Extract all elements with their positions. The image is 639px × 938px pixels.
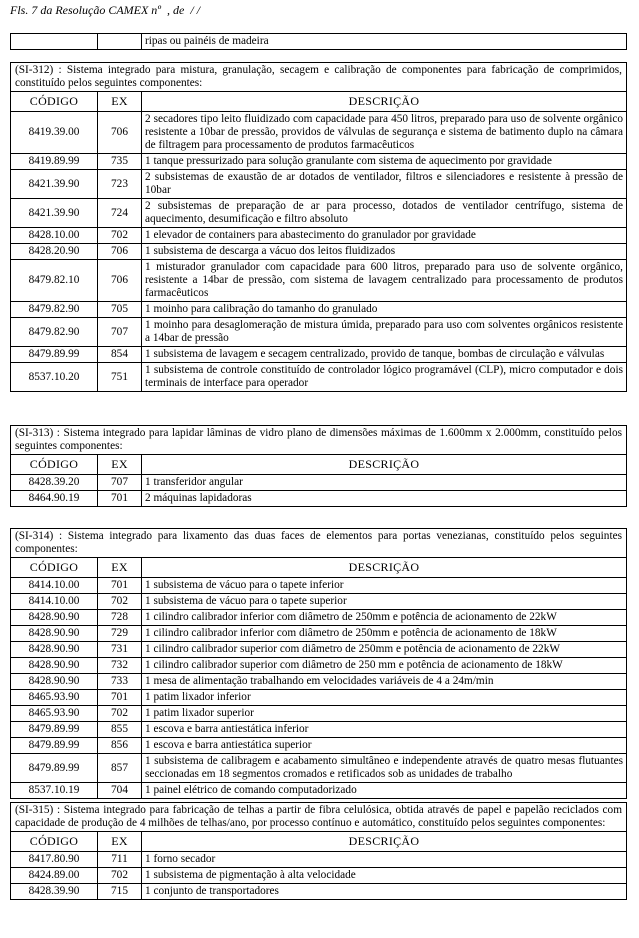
ex-cell: 701 — [98, 578, 142, 594]
section-title: (SI-314) : Sistema integrado para lixamento das duas faces de elementos para portas venezianas, constituído pelos seguintes componentes: — [11, 529, 627, 558]
code-cell: 8414.10.00 — [11, 594, 98, 610]
table-row — [11, 722, 627, 738]
table-row — [11, 363, 627, 392]
section-title-row — [11, 529, 627, 558]
description-cell: 1 elevador de containers para abastecimento do granulador por gravidade — [142, 228, 627, 244]
code-column-header: CÓDIGO — [11, 455, 98, 475]
ex-column-header: EX — [98, 832, 142, 852]
code-cell: 8428.20.90 — [11, 244, 98, 260]
table-row — [11, 475, 627, 491]
code-cell: 8479.89.99 — [11, 738, 98, 754]
table-row — [11, 244, 627, 260]
ex-cell: 715 — [98, 884, 142, 900]
code-cell: 8428.90.90 — [11, 674, 98, 690]
description-cell: 2 máquinas lapidadoras — [142, 491, 627, 507]
table-row — [11, 318, 627, 347]
table-row — [11, 260, 627, 302]
code-cell: 8479.82.90 — [11, 302, 98, 318]
ex-cell: 854 — [98, 347, 142, 363]
description-cell: 1 misturador granulador com capacidade para 600 litros, preparado para uso de solvente orgânico, resistente a 14bar de pressão, com sistema de lavagem centralizado para processamento de produtos farmacêuticos — [142, 260, 627, 302]
table-row — [11, 754, 627, 783]
ex-column-header: EX — [98, 92, 142, 112]
continuation-table — [10, 33, 627, 50]
column-header-row — [11, 832, 627, 852]
ex-cell: 702 — [98, 228, 142, 244]
description-cell: 1 escova e barra antiestática superior — [142, 738, 627, 754]
description-cell: 2 subsistemas de exaustão de ar dotados de ventilador, filtros e silenciadores e resistente à pressão de 10bar — [142, 170, 627, 199]
table-row — [11, 34, 627, 50]
code-cell: 8428.90.90 — [11, 610, 98, 626]
ex-cell: 706 — [98, 244, 142, 260]
code-cell: 8465.93.90 — [11, 690, 98, 706]
table-row — [11, 112, 627, 154]
description-cell: 1 escova e barra antiestática inferior — [142, 722, 627, 738]
ex-cell: 751 — [98, 363, 142, 392]
code-cell: 8428.39.20 — [11, 475, 98, 491]
ex-cell: 701 — [98, 491, 142, 507]
table-row — [11, 706, 627, 722]
description-cell: 1 subsistema de descarga a vácuo dos leitos fluidizados — [142, 244, 627, 260]
column-header-row — [11, 92, 627, 112]
code-cell: 8465.93.90 — [11, 706, 98, 722]
ex-column-header: EX — [98, 455, 142, 475]
table-row — [11, 170, 627, 199]
table-row — [11, 347, 627, 363]
description-cell: 1 mesa de alimentação trabalhando em velocidades variáveis de 4 a 24m/min — [142, 674, 627, 690]
ex-cell: 704 — [98, 783, 142, 799]
ex-cell: 706 — [98, 260, 142, 302]
section-title-row — [11, 803, 627, 832]
description-column-header: DESCRIÇÃO — [142, 455, 627, 475]
ex-cell: 724 — [98, 199, 142, 228]
ex-cell: 707 — [98, 318, 142, 347]
description-cell: 1 cilindro calibrador inferior com diâmetro de 250mm e potência de acionamento de 22kW — [142, 610, 627, 626]
ex-cell: 855 — [98, 722, 142, 738]
page-header: Fls. 7 da Resolução CAMEX nº , de / / — [10, 3, 201, 17]
ex-cell: 706 — [98, 112, 142, 154]
table-row — [11, 674, 627, 690]
description-cell: 1 subsistema de lavagem e secagem centralizado, provido de tanque, bombas de circulação e válvulas — [142, 347, 627, 363]
code-cell: 8421.39.90 — [11, 199, 98, 228]
section-title: (SI-313) : Sistema integrado para lapidar lâminas de vidro plano de dimensões máximas de 1.600mm x 2.000mm, constituído pelos seguintes componentes: — [11, 426, 627, 455]
table-row — [11, 594, 627, 610]
ex-cell — [98, 34, 142, 50]
description-cell: 1 subsistema de vácuo para o tapete superior — [142, 594, 627, 610]
code-cell: 8419.39.00 — [11, 112, 98, 154]
code-cell: 8479.89.99 — [11, 347, 98, 363]
description-cell: 1 cilindro calibrador superior com diâmetro de 250mm e potência de acionamento de 22kW — [142, 642, 627, 658]
section-title-row — [11, 63, 627, 92]
table-row — [11, 578, 627, 594]
code-cell: 8537.10.20 — [11, 363, 98, 392]
table-row — [11, 868, 627, 884]
ex-cell: 729 — [98, 626, 142, 642]
table-row — [11, 658, 627, 674]
table-row — [11, 642, 627, 658]
ex-cell: 707 — [98, 475, 142, 491]
description-cell: 1 subsistema de controle constituído de controlador lógico programável (CLP), micro computador e dois terminais de interface para operador — [142, 363, 627, 392]
code-cell — [11, 34, 98, 50]
description-column-header: DESCRIÇÃO — [142, 832, 627, 852]
code-cell: 8428.90.90 — [11, 626, 98, 642]
description-cell: 2 secadores tipo leito fluidizado com capacidade para 450 litros, preparado para uso de solvente orgânico resistente a 10bar de pressão, providos de válvulas de segurança e sistema de batimento duplo na câmara de filtragem para processamento de produtos farmacêuticos — [142, 112, 627, 154]
code-cell: 8479.89.99 — [11, 722, 98, 738]
ex-cell: 701 — [98, 690, 142, 706]
ex-cell: 702 — [98, 594, 142, 610]
code-cell: 8537.10.19 — [11, 783, 98, 799]
ex-column-header: EX — [98, 558, 142, 578]
code-cell: 8417.80.90 — [11, 852, 98, 868]
table-row — [11, 491, 627, 507]
table-row — [11, 302, 627, 318]
table-row — [11, 690, 627, 706]
table-row — [11, 884, 627, 900]
code-cell: 8479.89.99 — [11, 754, 98, 783]
ex-cell: 857 — [98, 754, 142, 783]
ex-cell: 705 — [98, 302, 142, 318]
description-cell: 1 cilindro calibrador superior com diâmetro de 250 mm e potência de acionamento de 18kW — [142, 658, 627, 674]
description-cell: 1 moinho para calibração do tamanho do granulado — [142, 302, 627, 318]
description-cell: 1 painel elétrico de comando computadorizado — [142, 783, 627, 799]
code-cell: 8428.10.00 — [11, 228, 98, 244]
ex-cell: 711 — [98, 852, 142, 868]
ex-cell: 732 — [98, 658, 142, 674]
table-row — [11, 228, 627, 244]
description-cell: 1 subsistema de calibragem e acabamento simultâneo e independente através de quatro mesas flutuantes seccionadas em 18 segmentos cromados e retificados sob as unidades de trabalho — [142, 754, 627, 783]
table-row — [11, 199, 627, 228]
description-column-header: DESCRIÇÃO — [142, 558, 627, 578]
description-cell: 1 forno secador — [142, 852, 627, 868]
description-cell: 2 subsistemas de preparação de ar para processo, dotados de ventilador centrífugo, sistema de aquecimento, desumificação e filtro absoluto — [142, 199, 627, 228]
description-cell: 1 conjunto de transportadores — [142, 884, 627, 900]
section-title: (SI-315) : Sistema integrado para fabricação de telhas a partir de fibra celulósica, obtida através de papel e papelão reciclados com capacidade de produção de 4 milhões de telhas/ano, por processo contínuo e automático, constituído pelos seguintes componentes: — [11, 803, 627, 832]
description-cell: 1 patim lixador superior — [142, 706, 627, 722]
description-cell: 1 cilindro calibrador inferior com diâmetro de 250mm e potência de acionamento de 18kW — [142, 626, 627, 642]
code-cell: 8479.82.10 — [11, 260, 98, 302]
table-row — [11, 783, 627, 799]
ex-cell: 723 — [98, 170, 142, 199]
section-title: (SI-312) : Sistema integrado para mistura, granulação, secagem e calibração de componentes para fabricação de comprimidos, constituído pelos seguintes componentes: — [11, 63, 627, 92]
column-header-row — [11, 455, 627, 475]
code-cell: 8428.39.90 — [11, 884, 98, 900]
description-cell: 1 tanque pressurizado para solução granulante com sistema de aquecimento por gravidade — [142, 154, 627, 170]
code-column-header: CÓDIGO — [11, 92, 98, 112]
ex-cell: 735 — [98, 154, 142, 170]
description-column-header: DESCRIÇÃO — [142, 92, 627, 112]
table-row — [11, 852, 627, 868]
section-title-row — [11, 426, 627, 455]
ex-cell: 731 — [98, 642, 142, 658]
description-cell: ripas ou painéis de madeira — [142, 34, 627, 50]
code-cell: 8424.89.00 — [11, 868, 98, 884]
ex-cell: 702 — [98, 706, 142, 722]
section-table — [10, 528, 627, 799]
section-table — [10, 62, 627, 392]
description-cell: 1 moinho para desaglomeração de mistura úmida, preparado para uso com solventes orgânicos resistente a 14bar de pressão — [142, 318, 627, 347]
code-cell: 8421.39.90 — [11, 170, 98, 199]
code-column-header: CÓDIGO — [11, 832, 98, 852]
code-cell: 8414.10.00 — [11, 578, 98, 594]
column-header-row — [11, 558, 627, 578]
code-cell: 8464.90.19 — [11, 491, 98, 507]
table-row — [11, 610, 627, 626]
code-cell: 8479.82.90 — [11, 318, 98, 347]
code-cell: 8419.89.99 — [11, 154, 98, 170]
ex-cell: 728 — [98, 610, 142, 626]
table-row — [11, 154, 627, 170]
description-cell: 1 subsistema de pigmentação à alta velocidade — [142, 868, 627, 884]
table-row — [11, 626, 627, 642]
ex-cell: 856 — [98, 738, 142, 754]
ex-cell: 702 — [98, 868, 142, 884]
description-cell: 1 subsistema de vácuo para o tapete inferior — [142, 578, 627, 594]
description-cell: 1 patim lixador inferior — [142, 690, 627, 706]
code-cell: 8428.90.90 — [11, 642, 98, 658]
code-cell: 8428.90.90 — [11, 658, 98, 674]
table-row — [11, 738, 627, 754]
code-column-header: CÓDIGO — [11, 558, 98, 578]
description-cell: 1 transferidor angular — [142, 475, 627, 491]
section-table — [10, 802, 627, 900]
ex-cell: 733 — [98, 674, 142, 690]
section-table — [10, 425, 627, 507]
